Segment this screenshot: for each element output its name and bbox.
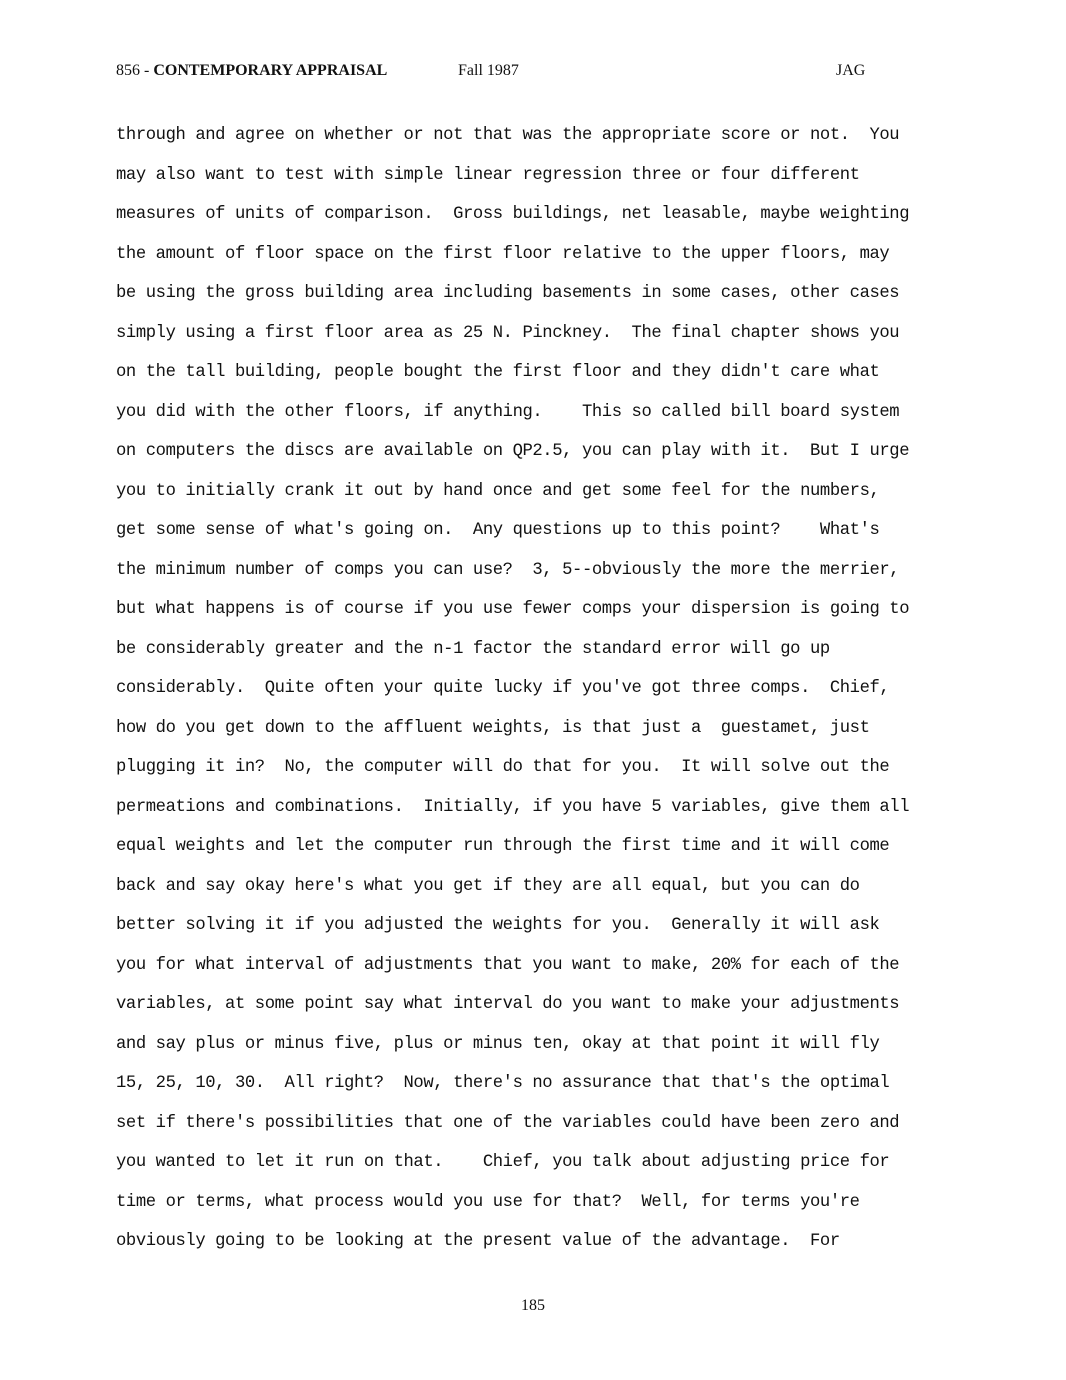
text-line: obviously going to be looking at the present value of the advantage. For — [116, 1232, 840, 1251]
transcript-body — [116, 116, 986, 1262]
course-title: CONTEMPORARY APPRAISAL — [153, 62, 388, 79]
text-line: better solving it if you adjusted the weights for you. Generally it will ask — [116, 916, 880, 935]
text-line: back and say okay here's what you get if they are all equal, but you can do — [116, 876, 860, 896]
text-line: the amount of floor space on the first floor relative to the upper floors, may — [116, 244, 890, 264]
text-line: 15, 25, 10, 30. All right? Now, there's no assurance that that's the optimal — [116, 1074, 890, 1093]
course-heading — [116, 62, 387, 80]
text-line: simply using a first floor area as 25 N. Pinckney. The final chapter shows you — [116, 323, 900, 343]
text-line: be using the gross building area including basements in some cases, other cases — [116, 284, 900, 303]
term-label: Fall 1987 — [458, 62, 519, 79]
text-line: how do you get down to the affluent weights, is that just a guestamet, just — [116, 718, 870, 738]
text-line: set if there's possibilities that one of the variables could have been zero and — [116, 1113, 900, 1133]
text-line: but what happens is of course if you use fewer comps your dispersion is going to — [116, 600, 910, 619]
text-line: you did with the other floors, if anything. This so called bill board system — [116, 402, 900, 422]
page-header — [0, 62, 1066, 84]
text-line: plugging it in? No, the computer will do that for you. It will solve out the — [116, 758, 890, 777]
text-line: permeations and combinations. Initially, if you have 5 variables, give them all — [116, 797, 910, 817]
page-number: 185 — [521, 1297, 545, 1314]
course-number: 856 - — [116, 62, 154, 79]
text-line: on computers the discs are available on QP2.5, you can play with it. But I urge — [116, 442, 910, 461]
text-line: be considerably greater and the n-1 factor the standard error will go up — [116, 639, 830, 659]
text-line: you to initially crank it out by hand once and get some feel for the numbers, — [116, 481, 880, 501]
text-line: equal weights and let the computer run through the first time and it will come — [116, 837, 890, 856]
text-line: get some sense of what's going on. Any questions up to this point? What's — [116, 521, 880, 540]
text-line: measures of units of comparison. Gross buildings, net leasable, maybe weighting — [116, 205, 910, 224]
text-line: considerably. Quite often your quite lucky if you've got three comps. Chief, — [116, 679, 890, 698]
text-line: you for what interval of adjustments that you want to make, 20% for each of the — [116, 955, 900, 975]
text-line: you wanted to let it run on that. Chief, you talk about adjusting price for — [116, 1153, 890, 1172]
text-line: through and agree on whether or not that was the appropriate score or not. You — [116, 126, 900, 145]
text-line: on the tall building, people bought the first floor and they didn't care what — [116, 363, 880, 382]
text-line: and say plus or minus five, plus or minus ten, okay at that point it will fly — [116, 1034, 880, 1054]
text-line: time or terms, what process would you use for that? Well, for terms you're — [116, 1192, 860, 1212]
author-initials: JAG — [836, 62, 866, 79]
text-line: the minimum number of comps you can use? 3, 5--obviously the more the merrier, — [116, 560, 900, 580]
text-line: may also want to test with simple linear regression three or four different — [116, 165, 860, 185]
text-line: variables, at some point say what interval do you want to make your adjustments — [116, 995, 900, 1014]
